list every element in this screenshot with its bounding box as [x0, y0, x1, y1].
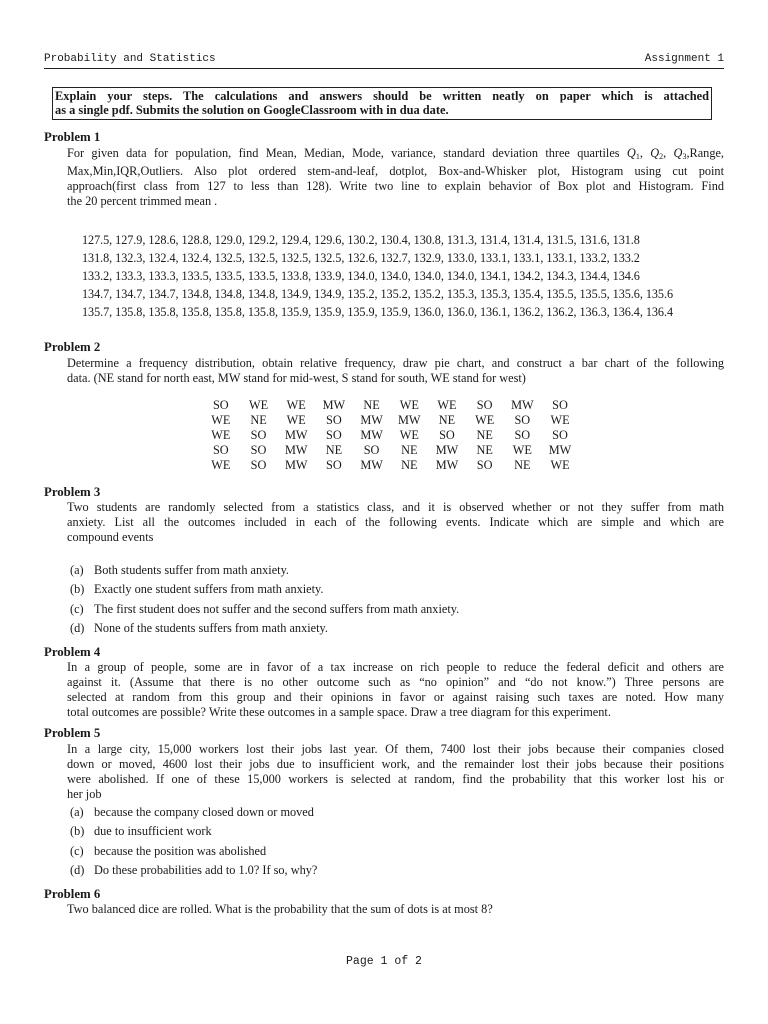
assignment-title: Assignment 1	[644, 53, 724, 65]
region-table-cell: WE	[286, 413, 306, 427]
problem-4-text	[67, 660, 724, 720]
region-table-cell: NE	[363, 398, 380, 412]
problem-4-line: total outcomes are possible? Write these outcomes in a sample space. Draw a tree diagram for this experiment.	[67, 705, 611, 719]
problem-6-line: Two balanced dice are rolled. What is the probability that the sum of dots is at most 8?	[67, 902, 493, 916]
option-label: (c)	[70, 602, 84, 616]
problem-3-line: compound events	[67, 530, 154, 544]
instructions-line-2: as a single pdf. Submits the solution on GoogleClassroom with in dua date.	[55, 103, 449, 117]
region-table-cell: WE	[399, 398, 419, 412]
problem-4-title: Problem 4	[44, 645, 101, 659]
region-table-row	[202, 413, 579, 428]
data-row: 135.7, 135.8, 135.8, 135.8, 135.8, 135.8, 135.9, 135.9, 135.9, 135.9, 136.0, 136.0, 136.1, 136.2, 136.2, 136.3, 136.4, 136.4	[82, 305, 673, 319]
problem-3-option	[70, 563, 289, 578]
problem-3-line: Two students are randomly selected from a statistics class, and it is observed whether or not they suffer from math	[67, 500, 724, 514]
region-table-cell: WE	[211, 458, 231, 472]
option-label: (b)	[70, 824, 85, 838]
region-table-cell: SO	[552, 428, 568, 442]
region-table-row	[202, 458, 579, 473]
region-table-cell: MW	[435, 458, 459, 472]
problem-2-title: Problem 2	[44, 340, 101, 354]
region-table-cell: NE	[476, 443, 493, 457]
region-table-cell: WE	[248, 398, 269, 412]
region-table-cell: NE	[438, 413, 456, 427]
problem-4-line: against it. (Assume that there is no other outcome such as “no opinion” and “do not know.”) Three persons are	[67, 675, 724, 689]
option-text: Both students suffer from math anxiety.	[94, 563, 290, 577]
option-text: due to insufficient work	[94, 824, 212, 838]
option-label: (b)	[70, 582, 85, 596]
problem-1-line: For given data for population, find Mean, Median, Mode, variance, standard deviation three quartiles $Q_1$, $Q_2$, $Q_3,Range$,	[67, 146, 725, 161]
option-text: because the position was abolished	[94, 844, 267, 858]
region-table-cell: MW	[398, 413, 421, 427]
region-table-cell: SO	[326, 428, 342, 442]
problem-1-text	[67, 146, 724, 209]
region-table-cell: WE	[437, 398, 457, 412]
data-row: 134.7, 134.7, 134.7, 134.8, 134.8, 134.8, 134.9, 134.9, 135.2, 135.2, 135.2, 135.3, 135.3, 135.4, 135.5, 135.5, 135.6, 135.6	[82, 287, 673, 301]
problem-3-title: Problem 3	[44, 485, 101, 499]
region-table-cell: SO	[476, 458, 493, 472]
option-label: (a)	[70, 563, 84, 577]
region-data-table	[202, 398, 579, 473]
problem-5-line: In a large city, 15,000 workers lost their jobs last year. Of them, 7400 lost their jobs because their companies closed	[67, 742, 724, 756]
problem-2-line: Determine a frequency distribution, obtain relative frequency, draw pie chart, and construct a bar chart of the following	[67, 356, 724, 370]
problem-3-option	[70, 602, 459, 617]
region-table-cell: SO	[212, 398, 229, 412]
region-table-cell: MW	[284, 428, 308, 442]
option-label: (d)	[70, 863, 85, 877]
data-row: 131.8, 132.3, 132.4, 132.4, 132.5, 132.5, 132.5, 132.5, 132.6, 132.7, 132.9, 133.0, 133.1, 133.1, 133.1, 133.2, 133.2	[82, 251, 640, 265]
region-table-cell: SO	[514, 428, 531, 442]
region-table-cell: MW	[435, 443, 459, 457]
region-table-cell: MW	[360, 428, 383, 442]
region-table-cell: MW	[360, 413, 383, 427]
page-header	[44, 53, 724, 69]
region-table-cell: MW	[360, 458, 383, 472]
region-table-cell: SO	[326, 413, 342, 427]
problem-2-text	[67, 356, 724, 386]
region-table-cell: WE	[286, 398, 306, 412]
problem-4-line: In a group of people, some are in favor of a tax increase on rich people to reduce the federal deficit and others are	[67, 660, 724, 674]
region-table-cell: SO	[212, 443, 229, 457]
region-table-cell: NE	[476, 428, 493, 442]
problem-1-line: Max,Min,IQR,Outliers. Also plot ordered stem-and-leaf, dotplot, Box-and-Whisker plot, Histogram using cut point	[67, 164, 724, 178]
option-text: Exactly one student suffers from math anxiety.	[94, 582, 324, 596]
problem-3-text	[67, 500, 724, 545]
region-table-cell: NE	[514, 458, 531, 472]
problem-4-line: selected at random from this group and their opinions in favor or against raising such taxes are noted. How many	[67, 690, 724, 704]
region-table-row	[202, 428, 579, 443]
region-table-cell: SO	[250, 458, 267, 472]
page-number: Page 1 of 2	[346, 955, 422, 968]
region-table-cell: WE	[211, 428, 231, 442]
problem-5-option	[70, 863, 317, 878]
region-table-cell: SO	[326, 458, 342, 472]
region-table-cell: WE	[211, 413, 231, 427]
region-table-cell: MW	[548, 443, 572, 457]
region-table-cell: NE	[250, 413, 267, 427]
region-table-cell: SO	[363, 443, 380, 457]
region-table-cell: SO	[250, 428, 267, 442]
option-text: None of the students suffers from math anxiety.	[94, 621, 328, 635]
data-row: 133.2, 133.3, 133.3, 133.5, 133.5, 133.5, 133.8, 133.9, 134.0, 134.0, 134.0, 134.0, 134.1, 134.2, 134.3, 134.4, 134.6	[82, 269, 640, 283]
problem-1-line-text: For given data for population, find Mean, Median, Mode, variance, standard deviation three quartiles	[67, 146, 620, 160]
problem-2-line: data. (NE stand for north east, MW stand for mid-west, S stand for south, WE stand for west)	[67, 371, 526, 385]
region-table-row	[202, 443, 579, 458]
problem-6-text	[67, 902, 724, 917]
header-rule	[44, 68, 724, 69]
problem-5-line: were abolished. If one of these 15,000 workers is selected at random, find the probability that this worker lost his or	[67, 772, 724, 786]
instructions-line-1: Explain your steps. The calculations and answers should be written neatly on paper which is attached	[55, 89, 709, 103]
option-label: (a)	[70, 805, 84, 819]
region-table-cell: MW	[284, 458, 308, 472]
region-table-cell: WE	[512, 443, 532, 457]
quartiles-suffix: ,Range,	[686, 146, 725, 160]
problem-6-title: Problem 6	[44, 887, 101, 901]
region-table-cell: SO	[476, 398, 493, 412]
problem-1-title: Problem 1	[44, 130, 101, 144]
problem-1-line: approach(first class from 127 to less than 128). Write two line to explain behavior of Box plot and Histogram. Find	[67, 179, 724, 193]
region-table-cell: NE	[401, 458, 418, 472]
region-table-cell: MW	[511, 398, 534, 412]
region-table-cell: WE	[399, 428, 419, 442]
problem-3-option	[70, 582, 323, 597]
region-table-cell: NE	[325, 443, 343, 457]
problem-1-line: the 20 percent trimmed mean .	[67, 194, 218, 208]
region-table-cell: WE	[475, 413, 495, 427]
region-table-row	[202, 398, 579, 413]
problem-5-option	[70, 844, 266, 859]
region-table-cell: SO	[552, 398, 568, 412]
problem-5-option	[70, 805, 314, 820]
problem-5-line: down or moved, 4600 lost their jobs due to insufficient work, and the remainder lost their jobs because their positions	[67, 757, 724, 771]
region-table-cell: SO	[439, 428, 455, 442]
problem-5-text	[67, 742, 724, 802]
problem-3-line: anxiety. List all the outcomes included in each of the following events. Indicate which are simple and which are	[67, 515, 724, 529]
course-title: Probability and Statistics	[44, 53, 216, 65]
data-row: 127.5, 127.9, 128.6, 128.8, 129.0, 129.2, 129.4, 129.6, 130.2, 130.4, 130.8, 131.3, 131.4, 131.4, 131.5, 131.6, 131.8	[82, 233, 640, 247]
region-table-cell: SO	[250, 443, 267, 457]
region-table-cell: WE	[550, 458, 570, 472]
problem-3-option	[70, 621, 328, 636]
option-text: because the company closed down or moved	[94, 805, 314, 819]
region-table-cell: WE	[550, 413, 570, 427]
problem-5-line: her job	[67, 787, 102, 801]
instructions-box	[52, 87, 712, 120]
option-text: The first student does not suffer and the second suffers from math anxiety.	[94, 602, 460, 616]
region-table-cell: MW	[322, 398, 346, 412]
problem-5-option	[70, 824, 212, 839]
option-label: (c)	[70, 844, 84, 858]
region-table-cell: MW	[284, 443, 308, 457]
option-text: Do these probabilities add to 1.0? If so, why?	[94, 863, 318, 877]
region-table-cell: NE	[401, 443, 418, 457]
region-table-cell: SO	[514, 413, 531, 427]
option-label: (d)	[70, 621, 85, 635]
problem-5-title: Problem 5	[44, 726, 101, 740]
